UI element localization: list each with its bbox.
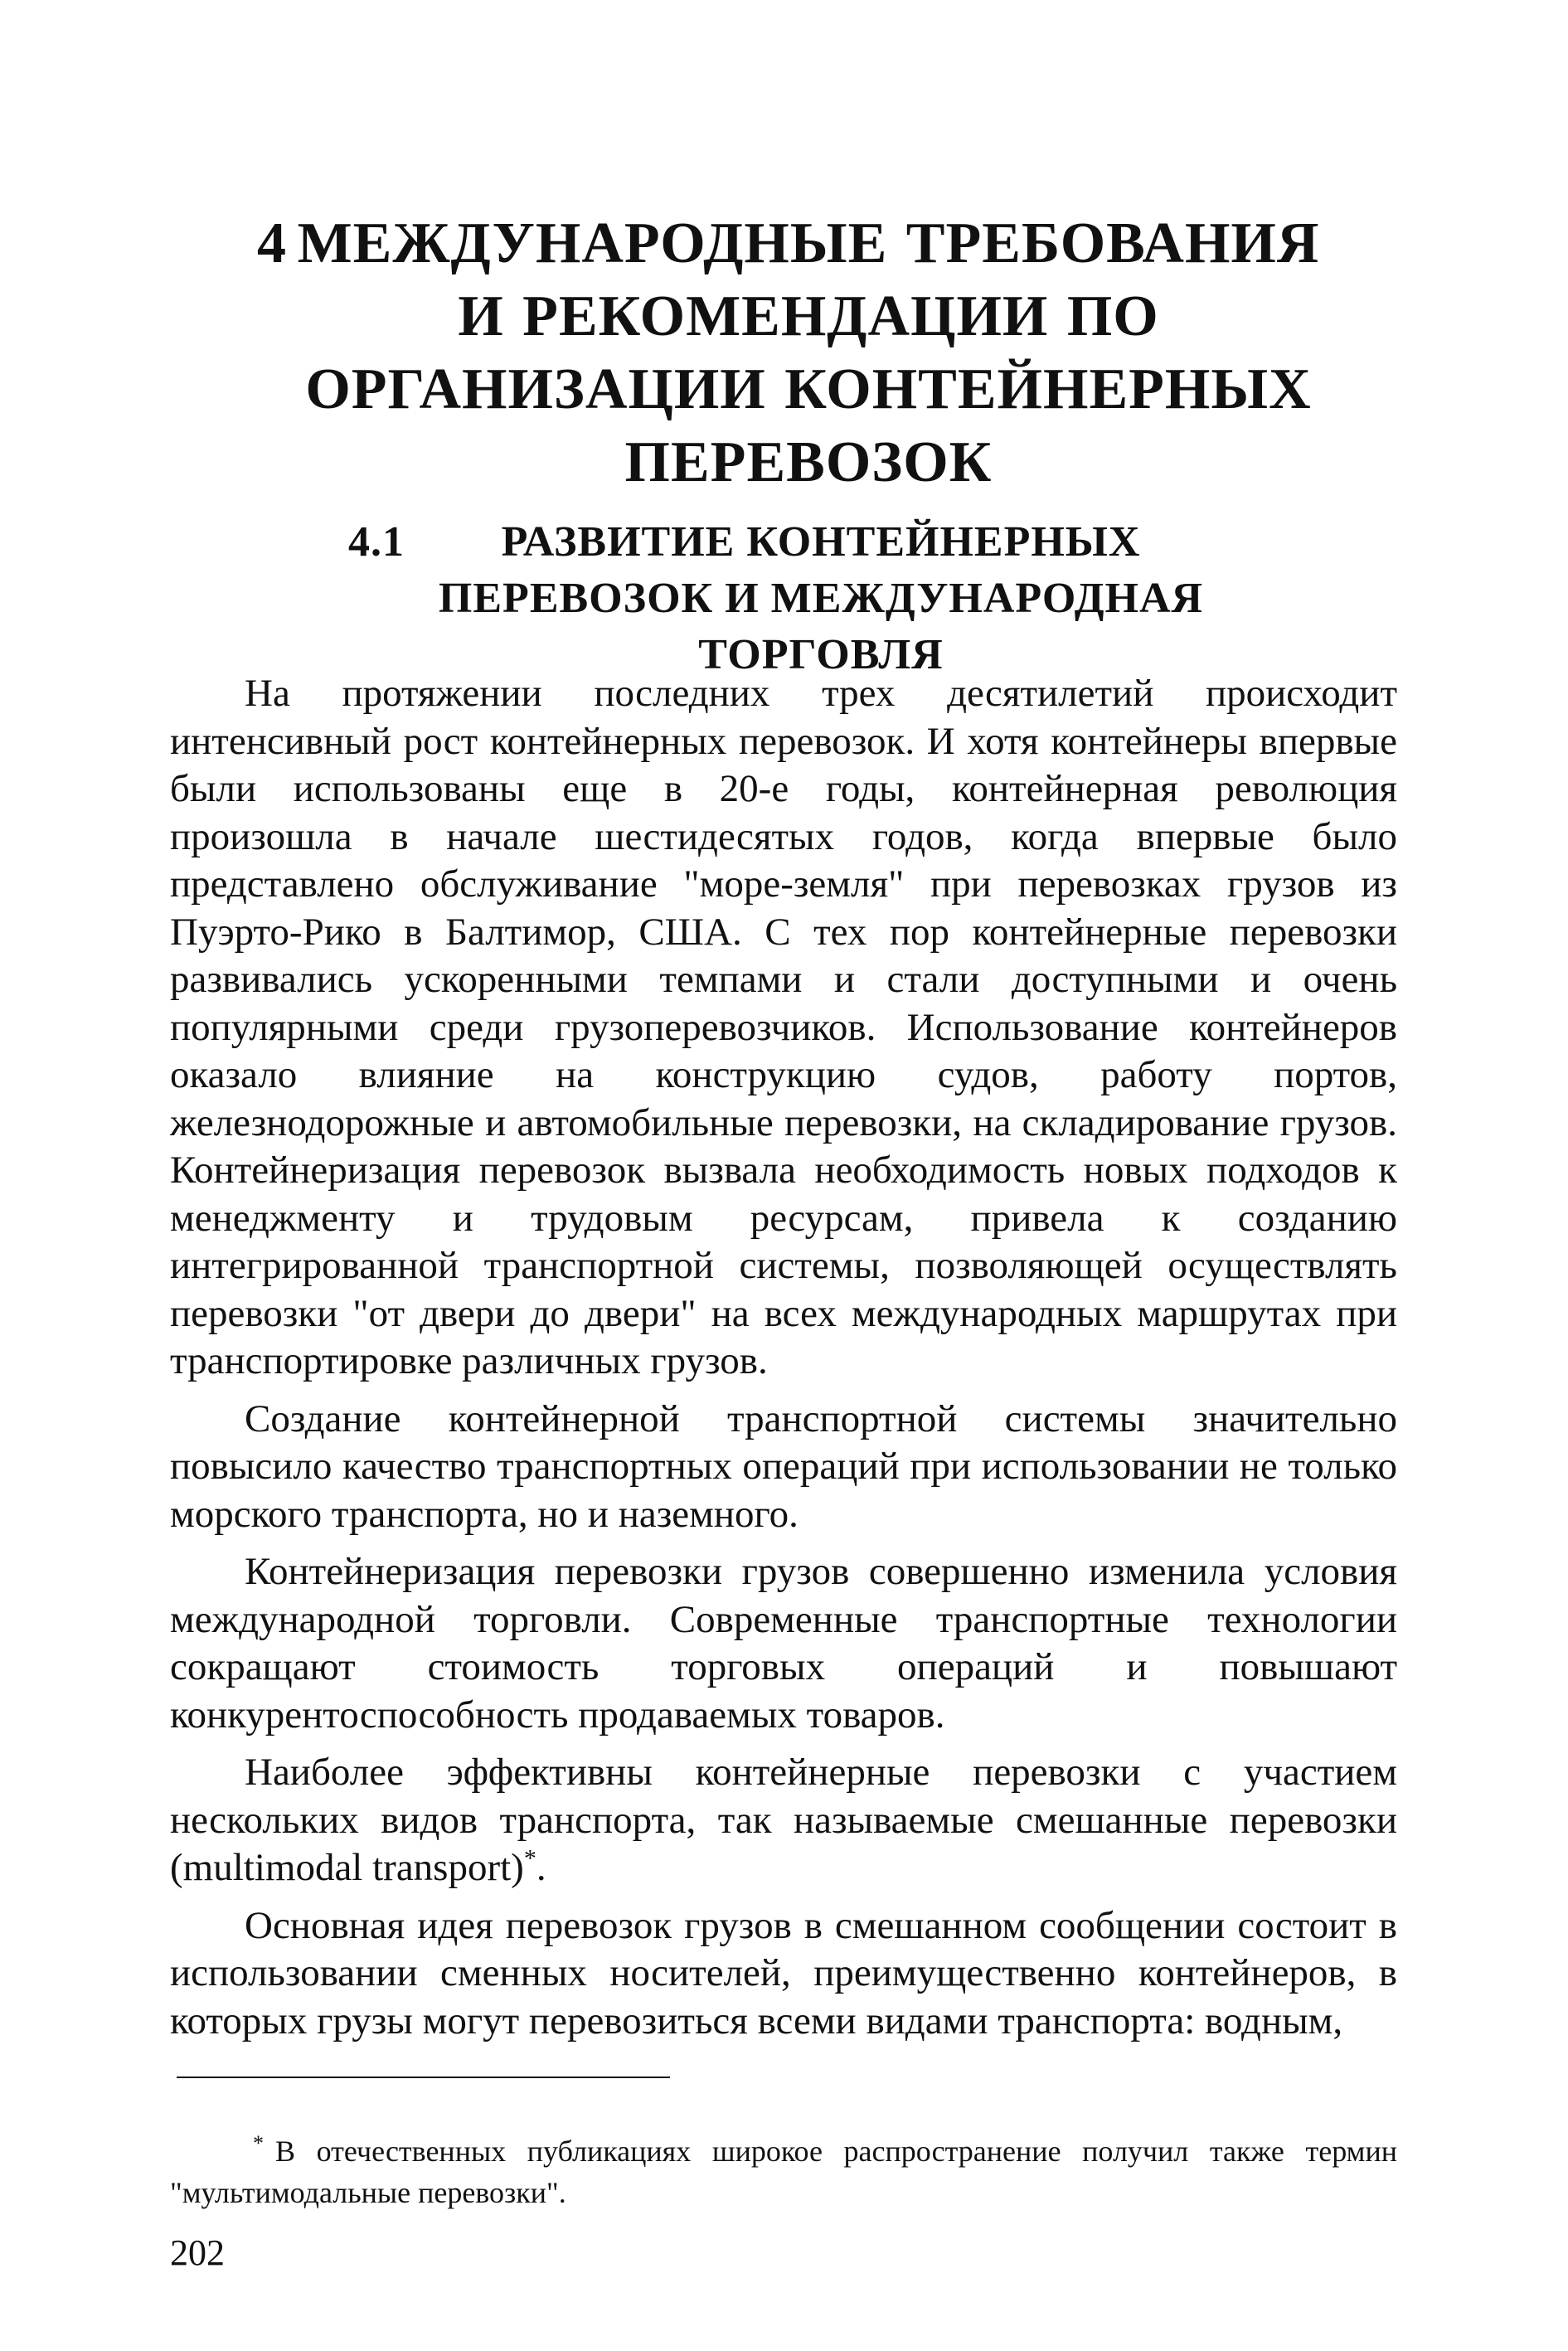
paragraph: Контейнеризация перевозки грузов совершенно изменила условия международной торговли. Современные транспортные технологии сокращают стоимость торговых операций и повышают конкурентоспособность продаваемых товаров. (170, 1550, 1397, 1737)
paragraph-with-footnote-ref (170, 1749, 1397, 1892)
footnote-text: В отечественных публикациях широкое распространение получил также термин "мультимодальные перевозки". (170, 2135, 1397, 2209)
body-text (170, 670, 1397, 2045)
chapter-number: 4 (257, 211, 287, 275)
paragraph-trailing-period: . (536, 1846, 546, 1889)
page-number: 202 (170, 2232, 225, 2273)
section-heading (348, 514, 1277, 683)
paragraph-text: Наиболее эффективны контейнерные перевозки с участием нескольких видов транспорта, так называемые смешанные перевозки (multimodal transport) (170, 1751, 1397, 1889)
footnote-reference-mark[interactable]: * (523, 1844, 536, 1873)
paragraph: На протяжении последних трех десятилетий происходит интенсивный рост контейнерных перевозок. И хотя контейнеры впервые были использованы еще в 20-е годы, контейнерная революция произошла в начале шестидесятых годов, когда впервые было представлено обслуживание "море-земля" при перевозках грузов из Пуэрто-Рико в Балтимор, США. С тех пор контейнерные перевозки развивались ускоренными темпами и стали доступными и очень популярными среди грузоперевозчиков. Использование контейнеров оказало влияние на конструкцию судов, работу портов, железнодорожные и автомобильные перевозки, на складирование грузов. Контейнеризация перевозок вызвала необходимость новых подходов к менеджменту и трудовым ресурсам, привела к созданию интегрированной транспортной системы, позволяющей осуществлять перевозки "от двери до двери" на всех международных маршрутах при транспортировке различных грузов. (170, 672, 1397, 1382)
footnote-mark: * (253, 2131, 264, 2155)
footnote (170, 2123, 1397, 2213)
paragraph: Создание контейнерной транспортной системы значительно повысило качество транспортных операций при использовании не только морского транспорта, но и наземного. (170, 1397, 1397, 1536)
paragraph: Основная идея перевозок грузов в смешанном сообщении состоит в использовании сменных носителей, преимущественно контейнеров, в которых грузы могут перевозиться всеми видами транспорта: водным, (170, 1903, 1397, 2043)
section-number: 4.1 (348, 518, 405, 566)
chapter-heading (232, 207, 1335, 499)
footnote-divider (177, 2077, 670, 2078)
chapter-title: МЕЖДУНАРОДНЫЕ ТРЕБОВАНИЯ И РЕКОМЕНДАЦИИ ПО ОРГАНИЗАЦИИ КОНТЕЙНЕРНЫХ ПЕРЕВОЗОК (297, 211, 1320, 494)
section-title: РАЗВИТИЕ КОНТЕЙНЕРНЫХ ПЕРЕВОЗОК И МЕЖДУНАРОДНАЯ ТОРГОВЛЯ (438, 518, 1204, 678)
